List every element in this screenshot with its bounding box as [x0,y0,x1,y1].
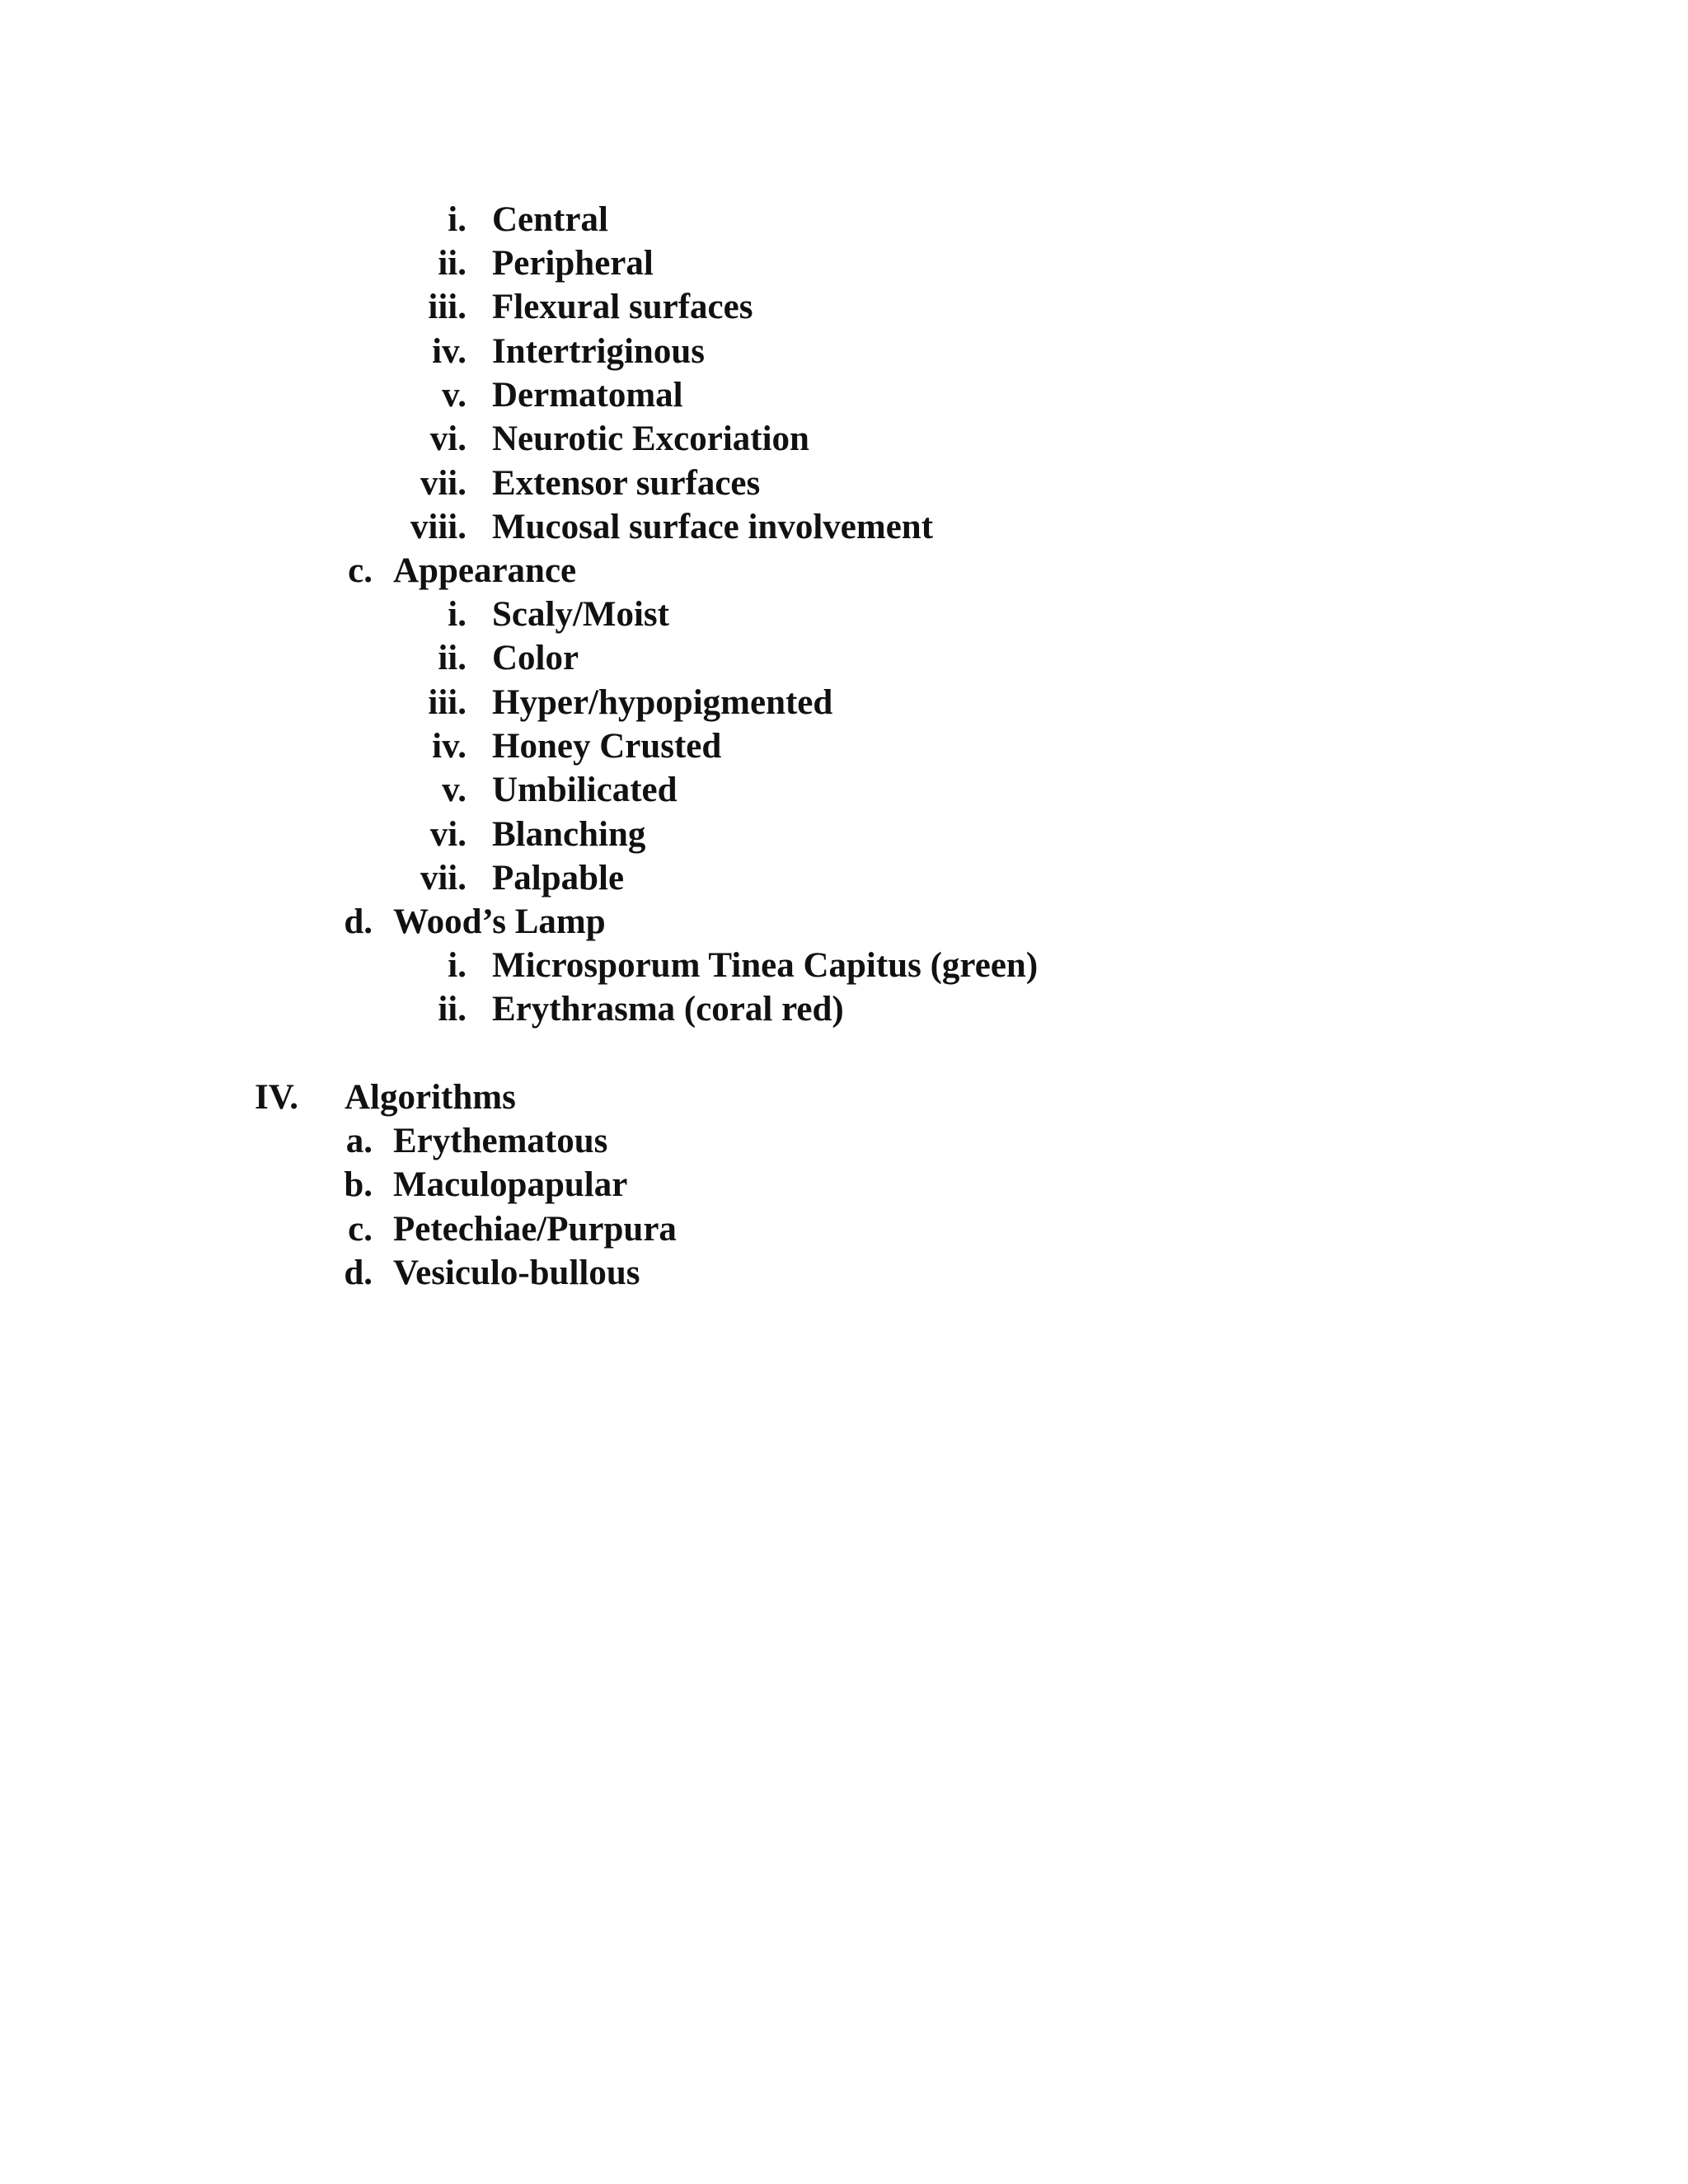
list-item [0,944,1688,987]
list-marker: d. [344,1254,373,1292]
list-item-text: Honey Crusted [492,727,722,766]
list-item [0,1207,1688,1251]
list-item [0,1163,1688,1207]
list-item [0,987,1688,1031]
list-item [0,593,1688,636]
list-item-text: Mucosal surface involvement [492,508,934,546]
list-item-text: Blanching [492,815,646,854]
list-item [0,462,1688,505]
list-item-text: Vesiculo-bullous [393,1254,640,1292]
list-marker: vi. [429,815,467,854]
list-marker: i. [448,946,467,985]
list-item [0,330,1688,373]
list-item [0,724,1688,768]
list-marker: c. [348,1210,373,1249]
list-item-text: Peripheral [492,244,654,283]
list-item [0,681,1688,724]
section-title: Algorithms [345,1078,516,1117]
list-marker: b. [344,1165,373,1204]
list-item-text: Petechiae/Purpura [393,1210,677,1249]
list-item-text: Maculopapular [393,1165,628,1204]
list-marker: a. [345,1122,373,1160]
section-heading-algorithms [0,1076,1688,1119]
list-marker: i. [448,595,467,634]
list-item-text: Palpable [492,859,625,898]
list-marker: ii. [438,244,467,283]
list-item-text: Neurotic Excoriation [492,419,809,458]
section-numeral: IV. [255,1078,298,1117]
list-item [0,285,1688,329]
list-item [0,1251,1688,1295]
list-item [0,505,1688,549]
list-item [0,241,1688,285]
list-item [0,768,1688,812]
list-marker: c. [348,551,373,590]
list-marker: viii. [410,508,467,546]
list-item-text: Erythrasma (coral red) [492,990,844,1029]
list-marker: iv. [432,332,467,371]
list-item-text: Microsporum Tinea Capitus (green) [492,946,1039,985]
list-item-text: Dermatomal [492,376,683,415]
list-item-text: Scaly/Moist [492,595,669,634]
list-marker: d. [344,902,373,941]
list-item-text: Flexural surfaces [492,288,753,326]
section-heading-woods-lamp [0,900,1688,944]
list-item-text: Extensor surfaces [492,464,761,503]
list-item [0,373,1688,417]
list-marker: ii. [438,639,467,677]
list-marker: iv. [432,727,467,766]
list-item [0,198,1688,241]
list-item [0,417,1688,461]
list-marker: iii. [428,288,467,326]
list-marker: vii. [420,859,467,898]
list-item-text: Umbilicated [492,771,678,809]
list-item [0,1119,1688,1163]
list-marker: v. [442,376,467,415]
list-marker: v. [442,771,467,809]
list-item [0,636,1688,680]
list-marker: i. [448,200,467,239]
section-heading-appearance [0,549,1688,593]
list-item-text: Hyper/hypopigmented [492,683,833,722]
list-item [0,856,1688,900]
list-item [0,813,1688,856]
list-item-text: Central [492,200,608,239]
list-marker: vi. [429,419,467,458]
list-item-text: Color [492,639,579,677]
list-marker: ii. [438,990,467,1029]
list-item-text: Intertriginous [492,332,705,371]
list-marker: vii. [420,464,467,503]
section-title: Wood’s Lamp [393,902,606,941]
section-title: Appearance [393,551,577,590]
list-item-text: Erythematous [393,1122,608,1160]
list-marker: iii. [428,683,467,722]
